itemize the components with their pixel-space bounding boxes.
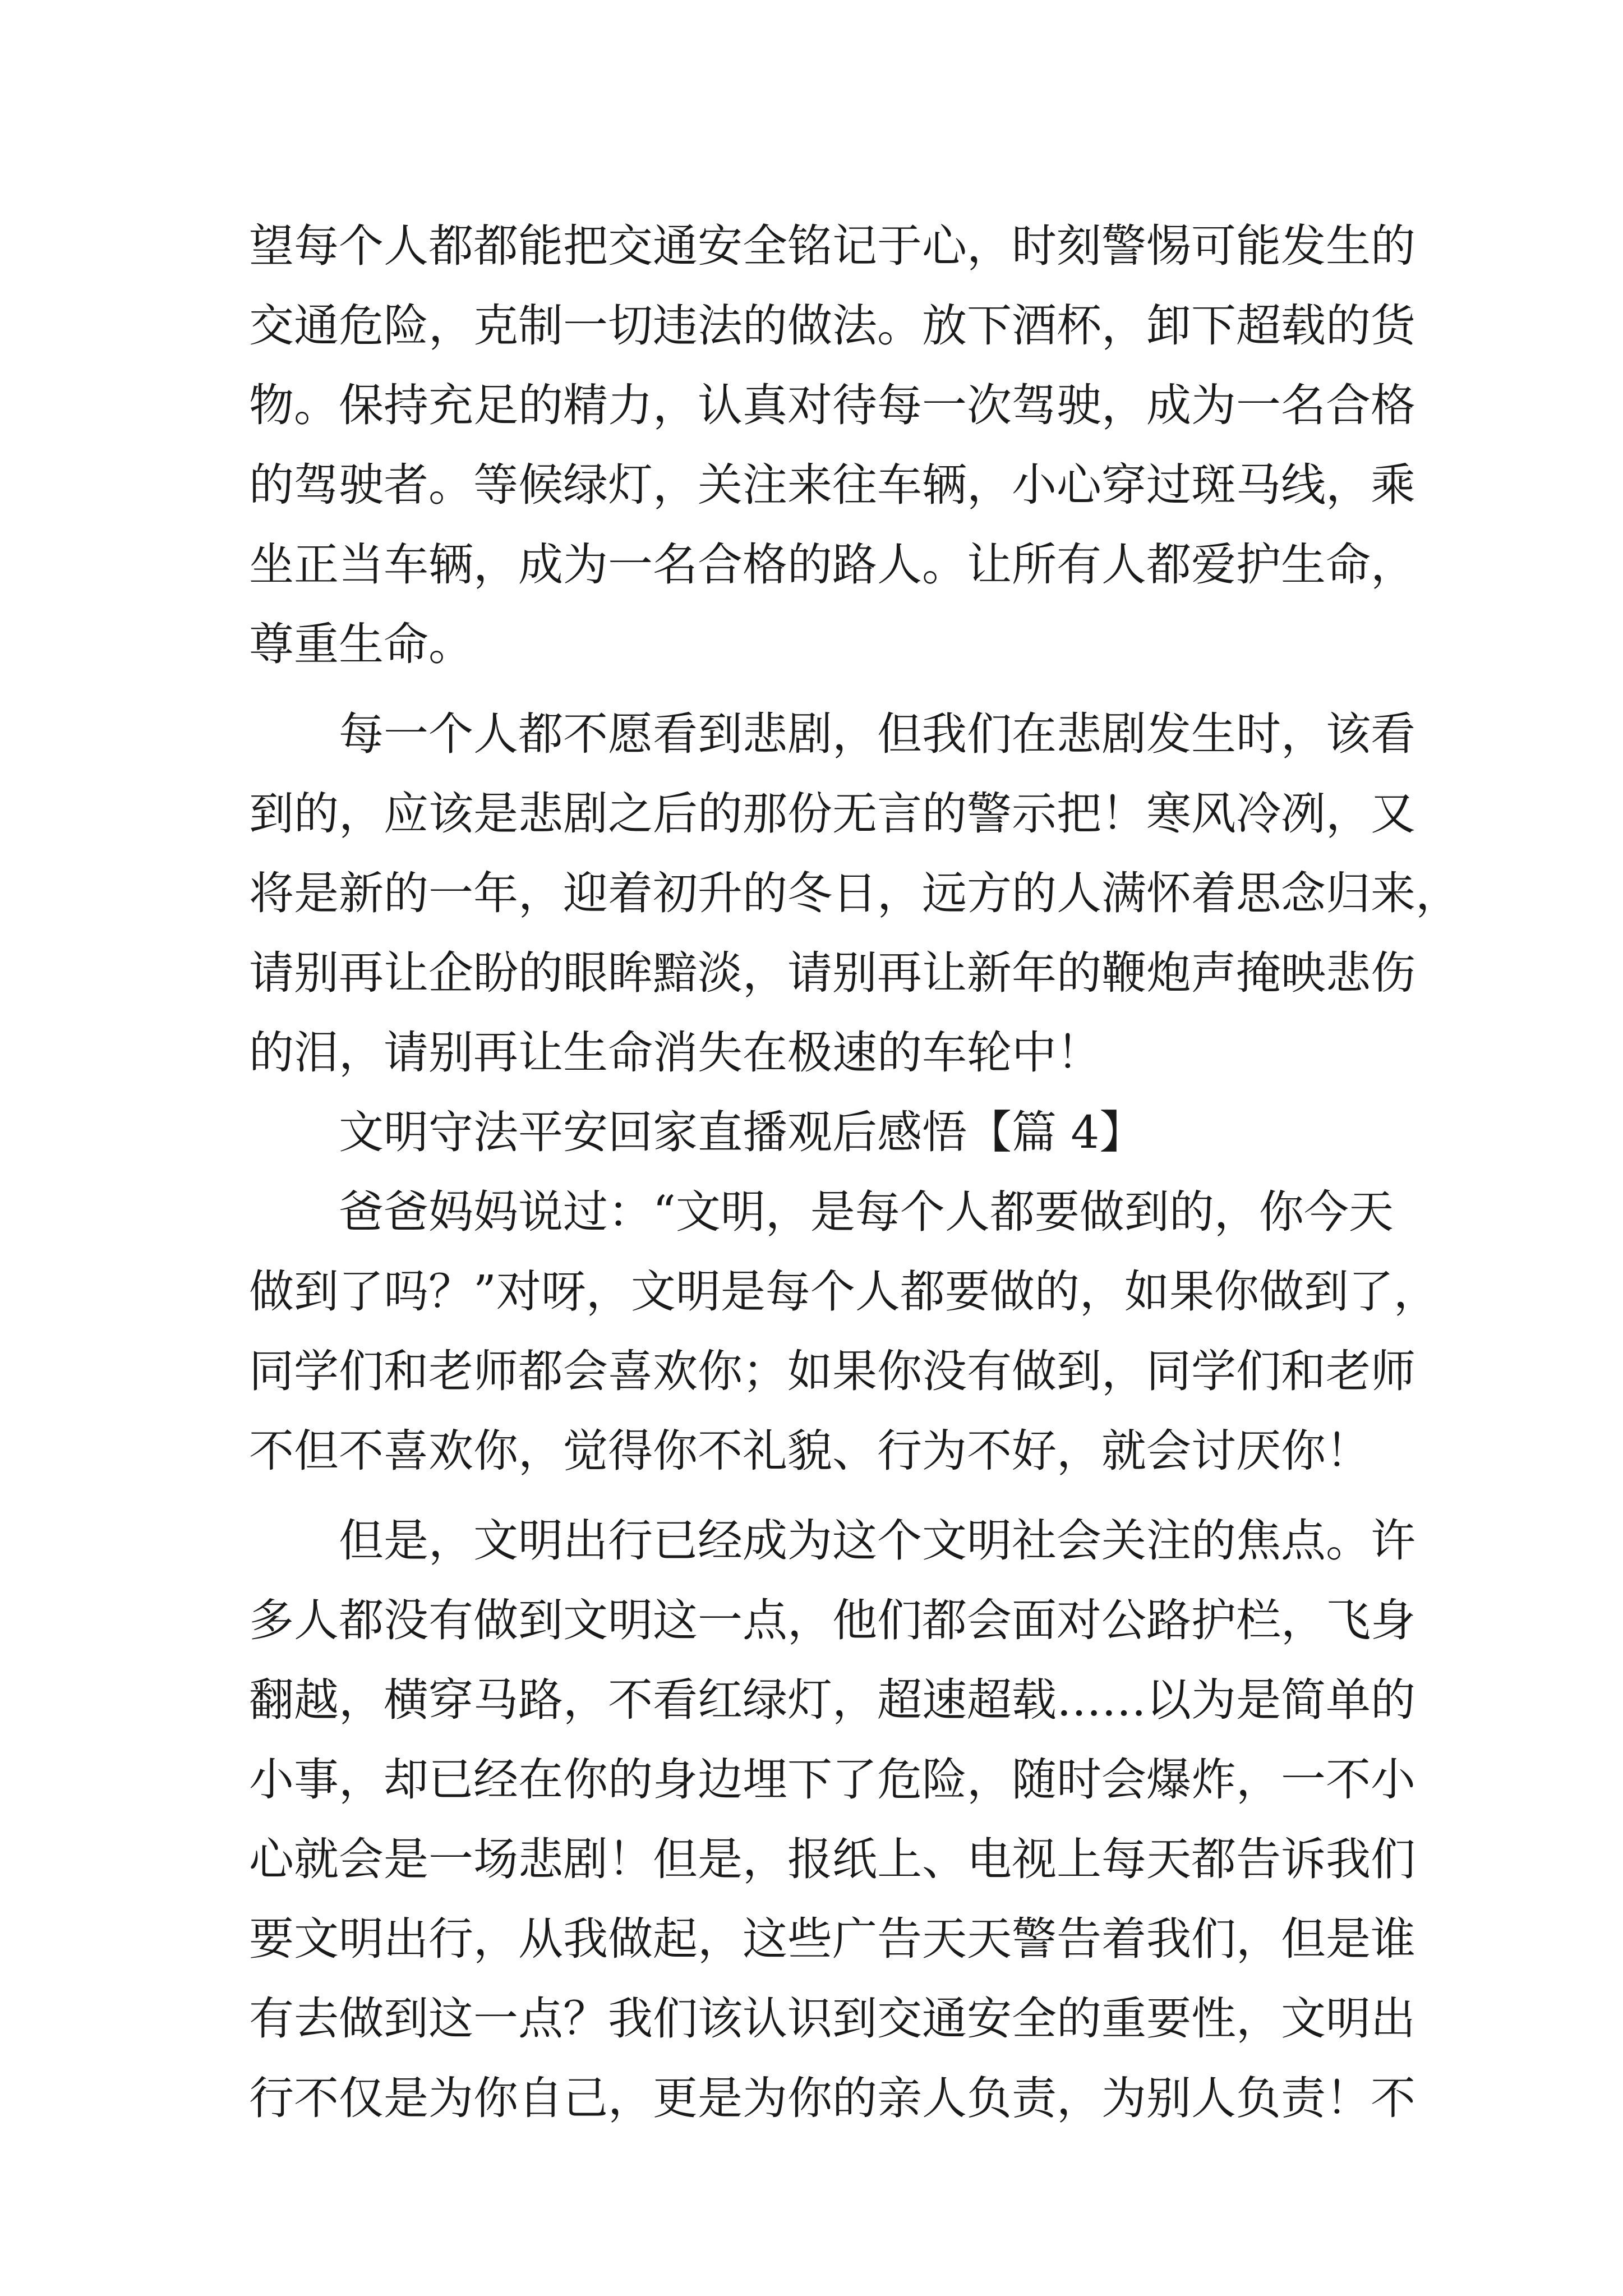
text-line: 有去做到这一点？我们该认识到交通安全的重要性，文明出 <box>249 1993 1415 2045</box>
text-line: 心就会是一场悲剧！但是，报纸上、电视上每天都告诉我们 <box>249 1833 1415 1885</box>
text-line: 望每个人都都能把交通安全铭记于心，时刻警惕可能发生的 <box>249 220 1415 272</box>
text-line: 的驾驶者。等候绿灯，关注来往车辆，小心穿过斑马线，乘 <box>249 459 1415 511</box>
text-line: 爸爸妈妈说过：“文明，是每个人都要做到的，你今天 <box>339 1186 1394 1238</box>
text-line: 翻越，横穿马路，不看红绿灯，超速超载……以为是简单的 <box>249 1674 1415 1726</box>
text-line: 的泪，请别再让生命消失在极速的车轮中！ <box>249 1027 1101 1079</box>
text-line: 但是，文明出行已经成为这个文明社会关注的焦点。许 <box>339 1515 1415 1567</box>
text-line: 不但不喜欢你，觉得你不礼貌、行为不好，就会讨厌你！ <box>249 1425 1371 1477</box>
document-body <box>249 206 1460 2138</box>
text-line: 要文明出行，从我做起，这些广告天天警告着我们，但是谁 <box>249 1913 1415 1965</box>
text-line: 每一个人都不愿看到悲剧，但我们在悲剧发生时，该看 <box>339 708 1415 760</box>
text-line: 坐正当车辆，成为一名合格的路人。让所有人都爱护生命， <box>249 539 1415 591</box>
text-line: 交通危险，克制一切违法的做法。放下酒杯，卸下超载的货 <box>249 300 1415 352</box>
text-line: 到的，应该是悲剧之后的那份无言的警示把！寒风冷冽，又 <box>249 788 1415 840</box>
text-line: 物。保持充足的精力，认真对待每一次驾驶，成为一名合格 <box>249 379 1415 431</box>
text-line: 同学们和老师都会喜欢你；如果你没有做到，同学们和老师 <box>249 1345 1415 1397</box>
text-line: 做到了吗？”对呀，文明是每个人都要做的，如果你做到了， <box>249 1266 1438 1318</box>
text-line: 行不仅是为你自己，更是为你的亲人负责，为别人负责！不 <box>249 2072 1415 2124</box>
text-line: 将是新的一年，迎着初升的冬日，远方的人满怀着思念归来， <box>249 867 1460 919</box>
text-line: 文明守法平安回家直播观后感悟【篇 4】 <box>339 1106 1145 1158</box>
text-line: 小事，却已经在你的身边埋下了危险，随时会爆炸，一不小 <box>249 1754 1415 1806</box>
text-line: 尊重生命。 <box>249 618 473 670</box>
text-line: 请别再让企盼的眼眸黯淡，请别再让新年的鞭炮声掩映悲伤 <box>249 947 1415 999</box>
text-line: 多人都没有做到文明这一点，他们都会面对公路护栏，飞身 <box>249 1594 1415 1646</box>
